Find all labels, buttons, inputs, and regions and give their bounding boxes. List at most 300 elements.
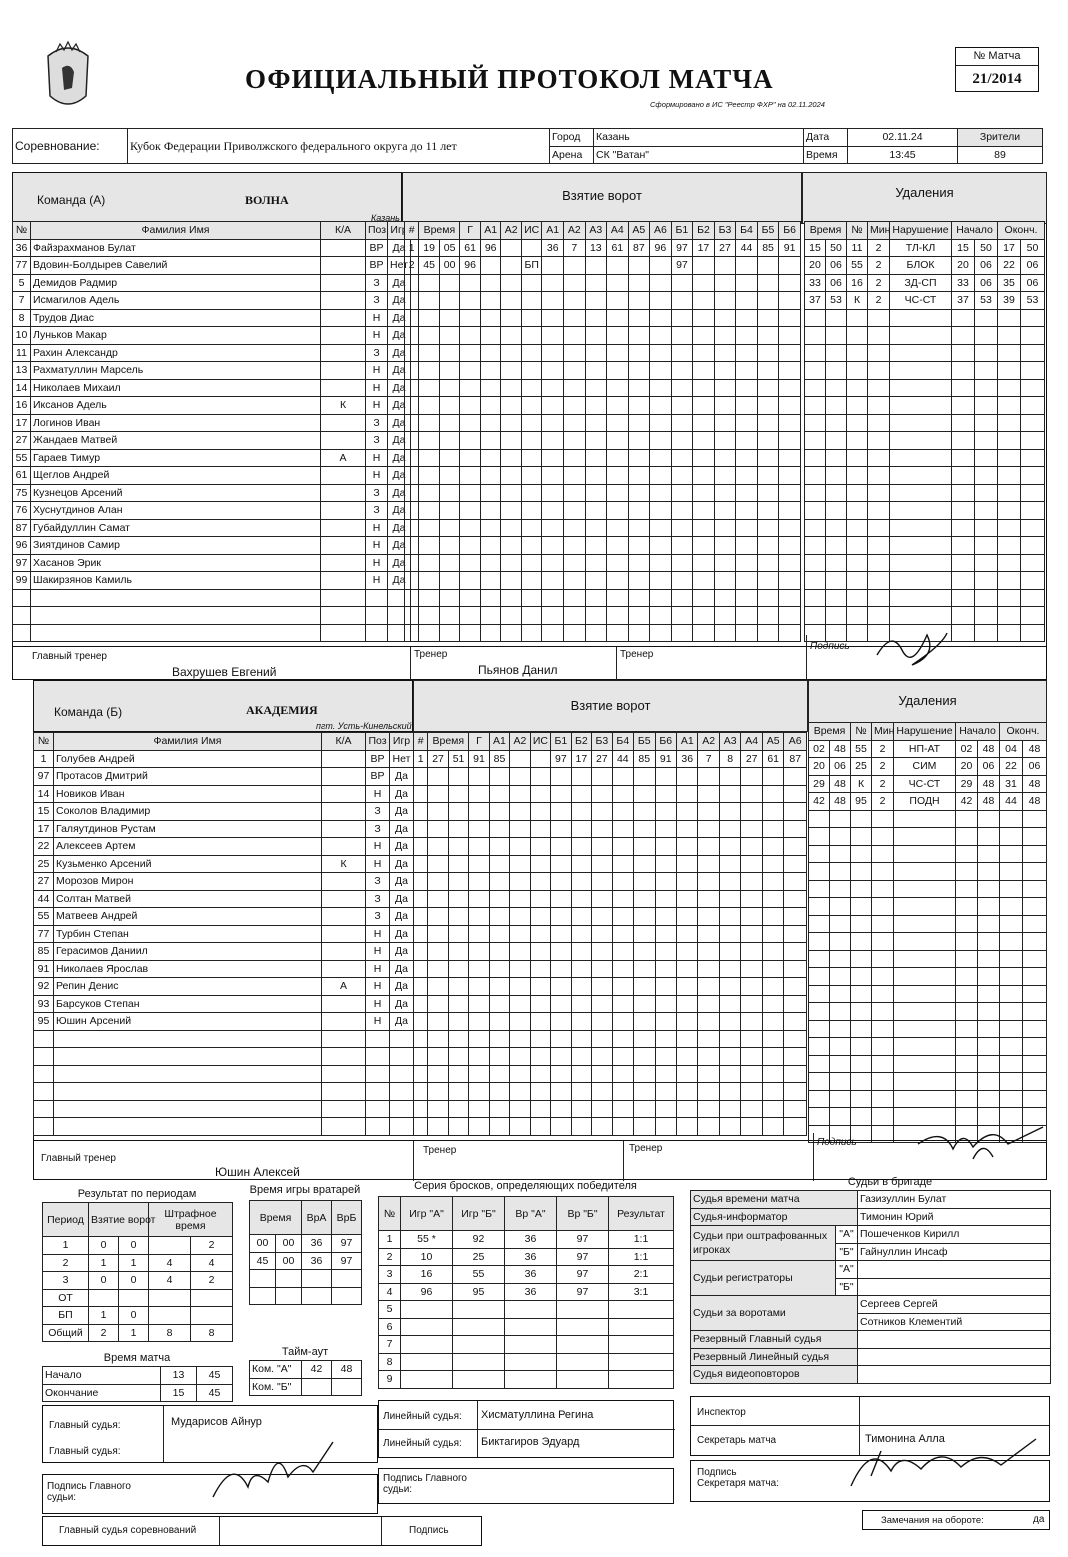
penalty-sm: 29 [956, 775, 978, 793]
player-played: Да [388, 344, 411, 362]
on-ice-plus [571, 1013, 591, 1031]
player-number: 97 [34, 768, 54, 786]
penalty-es [1021, 554, 1045, 572]
goal-second [439, 589, 460, 607]
penalty-no [851, 810, 872, 828]
shootout-cell: 95 [453, 1283, 505, 1301]
page-title: ОФИЦИАЛЬНЫЙ ПРОТОКОЛ МАТЧА [245, 64, 774, 94]
goal-assist-2 [501, 257, 522, 275]
penalties-header [809, 723, 1047, 741]
penalty-ts [826, 554, 847, 572]
goal-number [414, 890, 428, 908]
penalty-ts [830, 845, 851, 863]
period-goals-a: 1 [89, 1307, 119, 1325]
goal-situation [521, 327, 542, 345]
player-position: Н [366, 960, 390, 978]
goal-row [405, 292, 801, 310]
goal-scorer [469, 1118, 489, 1136]
on-ice-plus [563, 432, 585, 450]
penalty-no [851, 828, 872, 846]
on-ice-plus: 7 [563, 239, 585, 257]
shootout-cell: 55 [453, 1266, 505, 1284]
penalty-ss: 48 [978, 775, 1000, 793]
player-played: Да [388, 379, 411, 397]
shootout-cell: 5 [379, 1301, 401, 1319]
on-ice-plus [542, 589, 564, 607]
penalty-ss [975, 309, 998, 327]
on-ice-minus [741, 1065, 762, 1083]
penalty-em [998, 379, 1021, 397]
penalty-row [809, 828, 1047, 846]
line-referee-1: Хисматуллина Регина [481, 1409, 594, 1421]
penalty-em [998, 502, 1021, 520]
player-played: Да [390, 855, 414, 873]
player-position: Н [366, 978, 390, 996]
goal-number [405, 379, 419, 397]
player-number: 95 [34, 1013, 54, 1031]
on-ice-plus [655, 838, 676, 856]
penalty-ts [826, 607, 847, 625]
goal-assist-2 [510, 978, 530, 996]
on-ice-plus [563, 607, 585, 625]
arena-label: Арена [550, 146, 594, 164]
player-row [13, 379, 411, 397]
penalty-viol: ЧС-СТ [894, 775, 956, 793]
on-ice-plus [655, 978, 676, 996]
player-number [34, 1100, 54, 1118]
on-ice-plus [607, 414, 629, 432]
num-header: № [34, 733, 54, 751]
goal-scorer [460, 344, 481, 362]
penalty-no: 55 [851, 740, 872, 758]
goal-assist-1 [489, 838, 509, 856]
player-position: З [366, 292, 388, 310]
penalty-ts: 50 [826, 239, 847, 257]
player-row [13, 292, 411, 310]
on-ice-minus [757, 344, 779, 362]
goal-assist-2 [501, 554, 522, 572]
goal-row [414, 995, 807, 1013]
goal-row [405, 449, 801, 467]
player-row [13, 309, 411, 327]
on-ice-plus [551, 978, 571, 996]
inspector-label: Инспектор [697, 1407, 746, 1418]
on-ice-minus [671, 607, 693, 625]
goal-second [448, 768, 468, 786]
on-ice-minus [677, 1118, 698, 1136]
on-ice-plus [592, 978, 612, 996]
player-number: 8 [13, 309, 31, 327]
goal-scorer [460, 554, 481, 572]
penalty-ss [978, 863, 1000, 881]
goal-assist-2 [510, 820, 530, 838]
on-ice-plus [542, 414, 564, 432]
penalty-tm [809, 828, 830, 846]
goal-number [414, 908, 428, 926]
on-ice-minus [741, 978, 762, 996]
goalie-row [250, 1252, 362, 1270]
on-ice-plus [542, 257, 564, 275]
on-ice-plus [634, 820, 655, 838]
pen-time-header: Время [809, 723, 851, 741]
on-ice-plus [592, 1048, 612, 1066]
on-ice-plus [655, 960, 676, 978]
penalty-ts [826, 519, 847, 537]
shootout-cell: 1 [379, 1231, 401, 1249]
player-name [54, 1030, 322, 1048]
penalty-ss [975, 432, 998, 450]
goal-judge-2: Сотников Клементий [858, 1313, 1051, 1331]
goal-assist-2 [501, 449, 522, 467]
shootout-cell [557, 1371, 609, 1389]
goal-assist-1 [489, 873, 509, 891]
goal-second [439, 607, 460, 625]
penalty-ss [975, 537, 998, 555]
team-a-label: Команда (А) [37, 193, 106, 207]
on-ice-minus [762, 1065, 783, 1083]
penalty-es [1021, 484, 1045, 502]
on-ice-minus: 17 [693, 239, 715, 257]
on-ice-plus [607, 467, 629, 485]
player-number: 10 [13, 327, 31, 345]
on-ice-minus [714, 344, 736, 362]
on-ice-plus [563, 624, 585, 642]
on-ice-minus [714, 467, 736, 485]
shootout-cell: 36 [505, 1248, 557, 1266]
on-ice-plus [628, 397, 650, 415]
penalty-no [847, 484, 868, 502]
goal-number [414, 820, 428, 838]
on-ice-plus [612, 873, 633, 891]
roster-table-a [12, 221, 411, 642]
on-ice-plus [542, 519, 564, 537]
period-pim-a: 4 [149, 1254, 191, 1272]
on-ice-plus [607, 502, 629, 520]
penalty-ss: 06 [975, 274, 998, 292]
goal-assist-1 [480, 274, 501, 292]
goalie-a: 36 [302, 1252, 332, 1270]
penalty-viol [890, 449, 952, 467]
on-ice-plus [551, 890, 571, 908]
on-ice-minus [677, 873, 698, 891]
penalty-tm [809, 1108, 830, 1126]
on-ice-plus [650, 257, 672, 275]
shootout-row [379, 1283, 674, 1301]
penalty-row [809, 933, 1047, 951]
penalty-no [851, 1038, 872, 1056]
penalty-no: К [847, 292, 868, 310]
player-role [322, 838, 366, 856]
goal-assist-1 [489, 925, 509, 943]
penalty-min [868, 537, 890, 555]
informer: Тимонин Юрий [858, 1208, 1051, 1226]
on-ice-plus [634, 978, 655, 996]
name-header: Фамилия Имя [31, 222, 321, 240]
on-ice-minus [693, 589, 715, 607]
player-number: 99 [13, 572, 31, 590]
player-name: Губайдуллин Самат [31, 519, 321, 537]
team-a-goals-title [402, 172, 802, 224]
player-name [54, 1083, 322, 1101]
goalie-second [276, 1287, 302, 1305]
pen-violation-header: Нарушение [890, 222, 952, 240]
goal-second [448, 855, 468, 873]
situation-header: ИС [521, 222, 542, 240]
player-number [13, 624, 31, 642]
on-ice-plus [585, 607, 607, 625]
penalty-ts [830, 828, 851, 846]
goal-assist-2 [501, 239, 522, 257]
goal-situation [530, 978, 550, 996]
on-ice-plus [634, 1048, 655, 1066]
penalty-viol: СИМ [894, 758, 956, 776]
goal-assist-1 [480, 589, 501, 607]
on-ice-plus [655, 890, 676, 908]
on-ice-plus [607, 432, 629, 450]
goal-scorer [469, 768, 489, 786]
goal-second: 00 [439, 257, 460, 275]
goal-number [414, 943, 428, 961]
penalty-viol [890, 537, 952, 555]
penalty-ss: 06 [975, 257, 998, 275]
goal-number [414, 1118, 428, 1136]
goal-assist-2 [501, 344, 522, 362]
penalty-em: 22 [1000, 758, 1023, 776]
on-ice-plus [571, 943, 591, 961]
penalty-ss [978, 1038, 1000, 1056]
penalty-no [847, 397, 868, 415]
penalty-sm [952, 502, 975, 520]
player-name: Иксанов Адель [31, 397, 321, 415]
on-ice-minus [671, 327, 693, 345]
goal-row [414, 890, 807, 908]
on-ice-minus [671, 449, 693, 467]
penalty-min [872, 1020, 894, 1038]
on-ice-plus [607, 362, 629, 380]
on-ice-minus [698, 1118, 719, 1136]
penalty-no [847, 467, 868, 485]
on-ice-plus [650, 467, 672, 485]
period-goals-b [119, 1289, 149, 1307]
goalie-row [250, 1270, 362, 1288]
goal-situation [521, 624, 542, 642]
on-ice-minus [784, 820, 807, 838]
on-ice-minus [784, 1118, 807, 1136]
on-ice-plus [563, 344, 585, 362]
goal-number [405, 572, 419, 590]
shootout-cell: 4 [379, 1283, 401, 1301]
goal-scorer [469, 1100, 489, 1118]
player-played: Да [390, 908, 414, 926]
on-ice-plus [542, 484, 564, 502]
on-ice-plus [571, 1030, 591, 1048]
shootout-cell [401, 1353, 453, 1371]
penalty-em [1000, 933, 1023, 951]
on-ice-plus [542, 572, 564, 590]
igr-header: Игр [388, 222, 411, 240]
penalty-no [851, 950, 872, 968]
shootout-cell: 1:1 [609, 1248, 674, 1266]
goal-assist-1 [480, 572, 501, 590]
goal-assist-1 [480, 554, 501, 572]
penalty-tm [809, 880, 830, 898]
penalty-ts [830, 968, 851, 986]
on-ice-minus [762, 943, 783, 961]
roster-table-b [33, 732, 414, 1136]
goal-assist-2 [501, 572, 522, 590]
on-ice-minus [719, 978, 740, 996]
on-ice-plus [542, 362, 564, 380]
penalty-tm [805, 362, 826, 380]
penalty-em [998, 344, 1021, 362]
on-ice-minus [736, 309, 758, 327]
goal-number [414, 803, 428, 821]
penalty-viol [890, 572, 952, 590]
team-a-roster [12, 221, 411, 642]
shootout-cell: 8 [379, 1353, 401, 1371]
player-role [321, 257, 366, 275]
goal-assist-1 [489, 855, 509, 873]
goalie-b: 97 [332, 1252, 362, 1270]
player-role [322, 1100, 366, 1118]
on-ice-minus [693, 537, 715, 555]
on-ice-plus [650, 607, 672, 625]
goal-second [439, 449, 460, 467]
goal-scorer [469, 925, 489, 943]
penalty-viol [890, 344, 952, 362]
penalty-ts: 48 [830, 775, 851, 793]
goal-number [405, 432, 419, 450]
shootout-title: Серия бросков, определяющих победителя [414, 1180, 637, 1192]
goal-assist-2 [501, 467, 522, 485]
penalty-row [805, 414, 1045, 432]
goal-minute [419, 624, 440, 642]
player-played: Да [390, 1013, 414, 1031]
penalty-sm [956, 1055, 978, 1073]
penalty-es [1021, 362, 1045, 380]
goal-scorer [469, 1030, 489, 1048]
goal-second [439, 519, 460, 537]
penalty-ts [830, 810, 851, 828]
goal-situation: БП [521, 257, 542, 275]
shootout-cell [505, 1301, 557, 1319]
on-ice-minus [719, 855, 740, 873]
player-position: Н [366, 379, 388, 397]
on-ice-minus [741, 960, 762, 978]
goal-assist-1 [480, 502, 501, 520]
player-role [321, 362, 366, 380]
player-role: А [321, 449, 366, 467]
penalty-no: 55 [847, 257, 868, 275]
on-ice-minus [736, 607, 758, 625]
on-ice-plus [585, 554, 607, 572]
player-role [322, 960, 366, 978]
penalty-ts [830, 1108, 851, 1126]
penalty-no [851, 985, 872, 1003]
goal-situation [530, 820, 550, 838]
goal-row [405, 484, 801, 502]
player-number: 77 [13, 257, 31, 275]
shootout-row [379, 1336, 674, 1354]
penalty-sm [956, 1003, 978, 1021]
goal-situation [530, 1118, 550, 1136]
coach-a: Пьянов Данил [478, 663, 558, 677]
goal-scorer [460, 327, 481, 345]
on-ice-minus [762, 1100, 783, 1118]
goal-assist-2 [510, 873, 530, 891]
goal-number [405, 537, 419, 555]
team-a-coaches [12, 641, 1047, 681]
shootout-cell: 16 [401, 1266, 453, 1284]
penalty-es [1023, 1073, 1047, 1091]
on-ice-plus [612, 1100, 633, 1118]
player-row [34, 995, 414, 1013]
player-played: Да [390, 838, 414, 856]
penalty-min: 2 [872, 740, 894, 758]
goal-number [414, 1048, 428, 1066]
player-played: Да [388, 397, 411, 415]
on-ice-plus [612, 1118, 633, 1136]
goal-situation [530, 1048, 550, 1066]
on-ice-plus [551, 1030, 571, 1048]
secretary-name: Тимонина Алла [865, 1433, 945, 1445]
on-ice-plus [628, 432, 650, 450]
on-ice-minus [762, 838, 783, 856]
player-role [321, 537, 366, 555]
on-ice-minus [671, 624, 693, 642]
on-ice-plus [563, 327, 585, 345]
on-ice-minus [714, 554, 736, 572]
penalty-min [868, 572, 890, 590]
penalty-row [805, 292, 1045, 310]
penalty-sm [956, 933, 978, 951]
penalty-sm [956, 950, 978, 968]
penalty-es [1023, 950, 1047, 968]
penalty-row [805, 502, 1045, 520]
goal-row [414, 1048, 807, 1066]
player-number: 77 [34, 925, 54, 943]
on-ice-plus [551, 960, 571, 978]
goal-situation [530, 873, 550, 891]
goal-scorer [469, 785, 489, 803]
on-ice-minus [779, 309, 801, 327]
goalie-row [250, 1235, 362, 1253]
competition-name: Кубок Федерации Приволжского федерального округа до 11 лет [128, 129, 550, 164]
match-time-table [42, 1366, 233, 1402]
penalty-tm [805, 414, 826, 432]
penalty-tm [809, 1055, 830, 1073]
team-b-roster [33, 732, 414, 1136]
on-ice-minus [779, 327, 801, 345]
player-name [54, 1065, 322, 1083]
shootout-header [379, 1197, 674, 1231]
on-ice-plus [612, 890, 633, 908]
player-role [322, 768, 366, 786]
player-row [34, 978, 414, 996]
goal-scorer [460, 624, 481, 642]
player-played [390, 1100, 414, 1118]
goal-second [439, 397, 460, 415]
player-role: А [322, 978, 366, 996]
penalty-em [998, 607, 1021, 625]
on-ice-minus [741, 890, 762, 908]
player-played: Да [390, 820, 414, 838]
penalty-ts [826, 432, 847, 450]
goal-situation [521, 362, 542, 380]
shootout-table [378, 1196, 674, 1389]
penalty-row [809, 863, 1047, 881]
player-position [366, 624, 388, 642]
